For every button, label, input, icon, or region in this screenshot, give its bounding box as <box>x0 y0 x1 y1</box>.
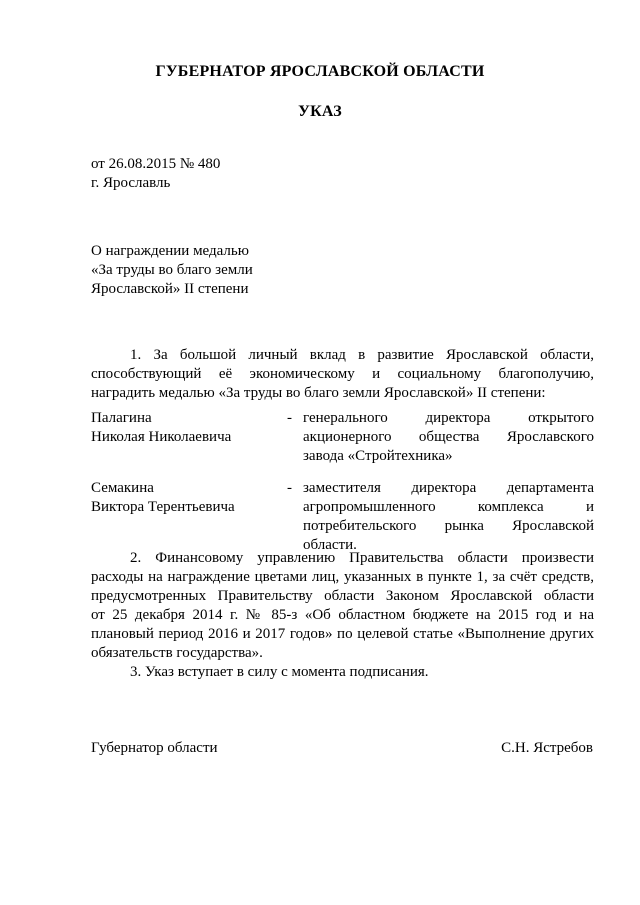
awardee-position-line: потребительского рынка Ярославской <box>303 518 594 534</box>
awardee-given-names: Николая Николаевича <box>91 429 232 445</box>
awardee-position-line: области. <box>303 537 357 553</box>
awardee-position <box>303 409 594 466</box>
awardee-position-line: завода «Стройтехника» <box>303 448 453 464</box>
clause-3-line: 3. Указ вступает в силу с момента подписания. <box>130 664 429 680</box>
awardee-name <box>91 479 281 517</box>
awardee-position-line: агропромышленного комплекса и <box>303 499 594 515</box>
clause-2-line: плановый период 2016 и 2017 годов» по целевой статье «Выполнение других <box>91 626 594 642</box>
clause-1-line: способствующий её экономическому и социальному благополучию, <box>91 366 594 382</box>
awardee-surname: Семакина <box>91 480 154 496</box>
clause-2-line: 2. Финансовому управлению Правительства области произвести <box>130 550 594 566</box>
awardee-given-names: Виктора Терентьевича <box>91 499 235 515</box>
clause-1 <box>91 346 594 403</box>
awardee-position <box>303 479 594 555</box>
document-place: г. Ярославль <box>91 175 171 191</box>
awardee-position-line: заместителя директора департамента <box>303 480 594 496</box>
clause-1-line: 1. За большой личный вклад в развитие Ярославской области, <box>130 347 594 363</box>
awardee-dash: - <box>287 410 292 426</box>
document-authority: ГУБЕРНАТОР ЯРОСЛАВСКОЙ ОБЛАСТИ <box>155 63 485 80</box>
clause-2-line: обязательств государства». <box>91 645 263 661</box>
clause-2-line: предусмотренных Правительству области Законом Ярославской области <box>91 588 594 604</box>
awardee-dash: - <box>287 480 292 496</box>
document-date-number: от 26.08.2015 № 480 <box>91 156 221 172</box>
subject-line-1: О награждении медалью <box>91 243 249 259</box>
subject-line-3: Ярославской» II степени <box>91 281 249 297</box>
document-type: УКАЗ <box>298 103 342 120</box>
awardee-position-line: генерального директора открытого <box>303 410 594 426</box>
clause-2-line: от 25 декабря 2014 г. № 85-з «Об областном бюджете на 2015 год и на <box>91 607 594 623</box>
clause-3 <box>91 663 594 682</box>
awardee-name <box>91 409 281 447</box>
clause-2-line: расходы на награждение цветами лиц, указанных в пункте 1, за счёт средств, <box>91 569 594 585</box>
signature-title: Губернатор области <box>91 740 218 756</box>
signature-name: С.Н. Ястребов <box>501 740 593 756</box>
awardee-position-line: акционерного общества Ярославского <box>303 429 594 445</box>
clause-2 <box>91 549 594 663</box>
awardee-surname: Палагина <box>91 410 152 426</box>
clause-1-line: наградить медалью «За труды во благо земли Ярославской» II степени: <box>91 385 546 401</box>
subject-line-2: «За труды во благо земли <box>91 262 253 278</box>
